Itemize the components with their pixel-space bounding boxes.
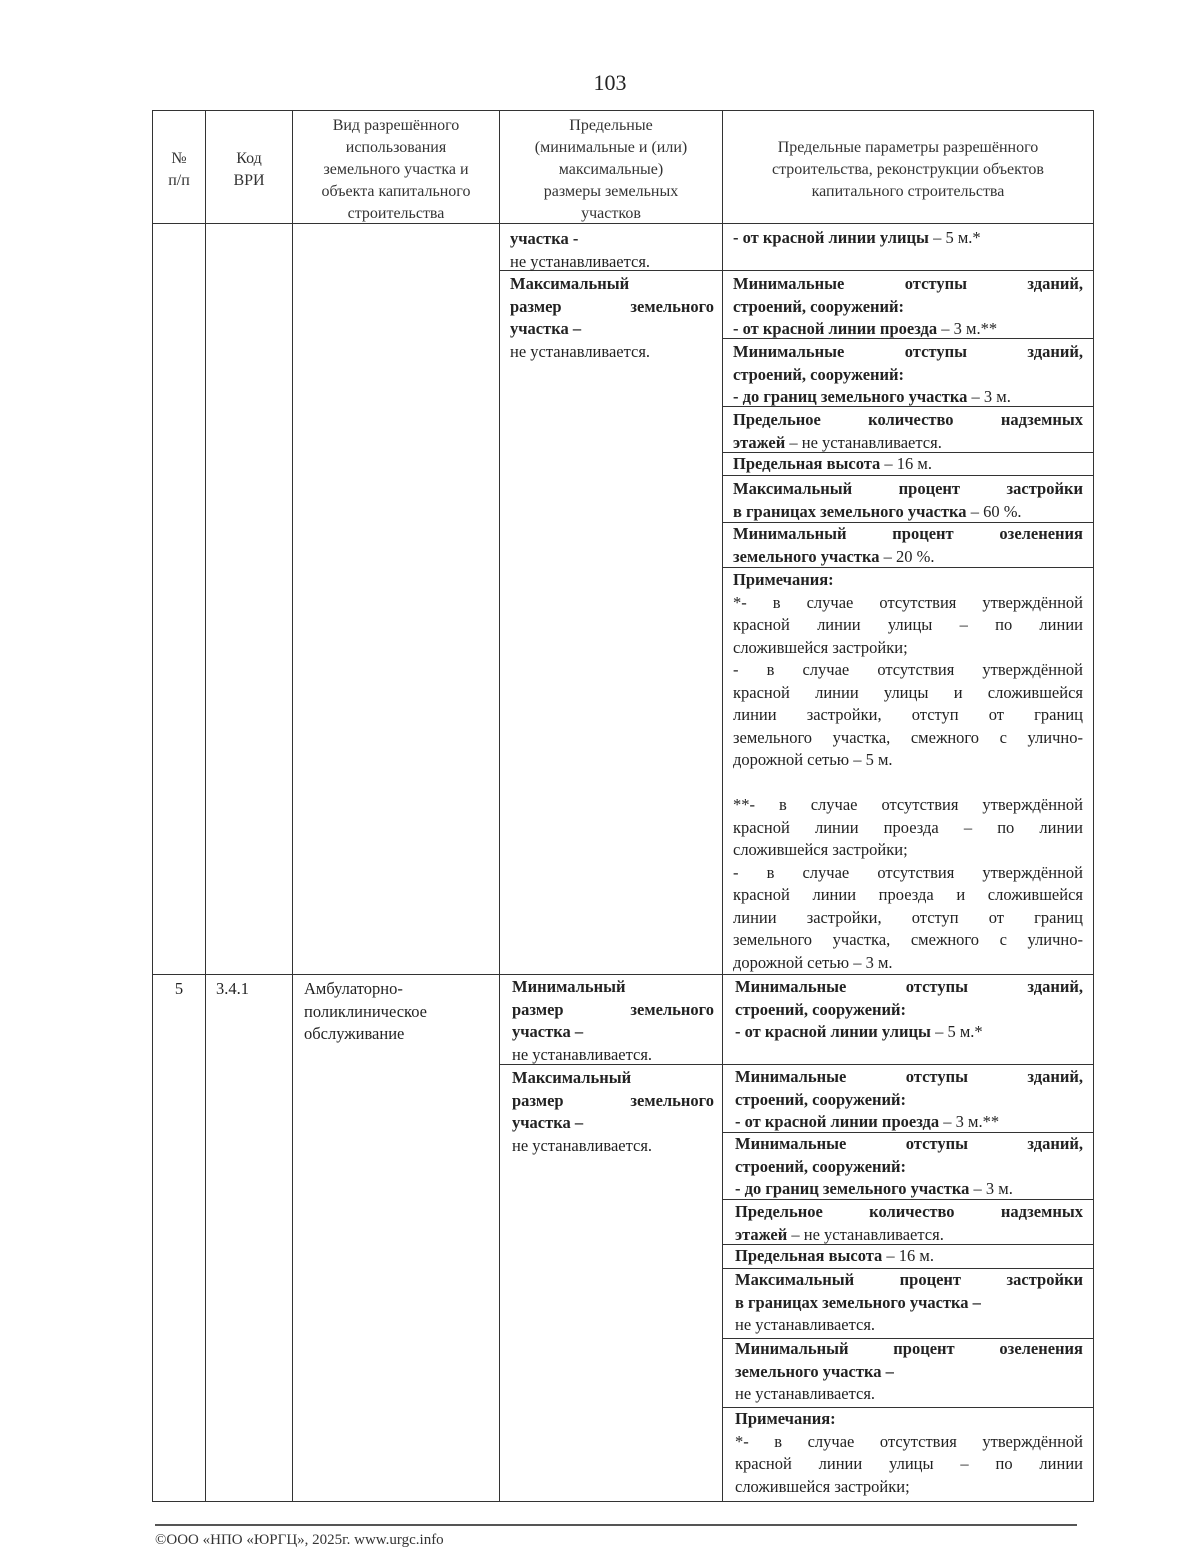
header-code: Код ВРИ <box>233 150 265 189</box>
param-setback-plot-boundary: Минимальные отступы зданий, строений, сооружений: - до границ земельного участка – 3 м. <box>733 342 1083 406</box>
row-number: 5 <box>174 979 184 998</box>
param-building-coverage: Максимальный процент застройки в границах земельного участка – не устанавливается. <box>735 1270 1083 1334</box>
param-floors: Предельное количество надземных этажей – не устанавливается. <box>735 1202 1083 1244</box>
param-setback-street: Минимальные отступы зданий, строений, сооружений: - от красной линии улицы – 5 м.* <box>735 977 1083 1041</box>
page-number: 103 <box>593 70 627 95</box>
param-height: Предельная высота – 16 м. <box>733 454 932 473</box>
header-build-params: Предельные параметры разрешённого строительства, реконструкции объектов капитального строительства <box>772 139 1044 200</box>
notes: Примечания: *- в случае отсутствия утверждённой красной линии улицы – по линии сложившейся застройки; <box>735 1409 1083 1496</box>
table-border-bottom <box>152 1501 1094 1502</box>
param-setback-street: - от красной линии улицы – 5 м.* <box>733 228 981 247</box>
param-greening: Минимальный процент озеленения земельного участка – 20 %. <box>733 524 1083 566</box>
table-border-left <box>152 110 153 1502</box>
param-setback-plot-boundary: Минимальные отступы зданий, строений, сооружений: - до границ земельного участка – 3 м. <box>735 1134 1083 1198</box>
plot-size-min: Минимальный размер земельного участка – не устанавливается. <box>512 977 714 1064</box>
header-num: № п/п <box>168 150 190 189</box>
plot-size-max: Максимальный размер земельного участка – не устанавливается. <box>512 1068 714 1155</box>
plot-size-min-continuation: участка - не устанавливается. <box>510 229 651 271</box>
cell-divider <box>722 1064 1094 1065</box>
param-height: Предельная высота – 16 м. <box>735 1246 934 1265</box>
param-floors: Предельное количество надземных этажей – не устанавливается. <box>733 410 1083 452</box>
column-divider <box>499 110 500 1502</box>
header-plot-sizes: Предельные (минимальные и (или) максимальные) размеры земельных участков <box>534 117 688 222</box>
column-divider <box>205 110 206 1502</box>
column-divider <box>292 110 293 1502</box>
zoning-table <box>152 110 1094 1502</box>
row-divider <box>152 974 1094 975</box>
column-divider <box>722 110 723 1502</box>
notes: Примечания: *- в случае отсутствия утверждённой красной линии улицы – по линии сложившейся застройки; - в случае отсутствия утверждённой красной линии улицы и сложившейся линии застройки, отступ от границ земельного участка, смежного с улично- дорожной сетью – 5 м. **- в случае отсутствия утверждённой красной линии проезда – по линии сложившейся застройки; - в случае отсутствия утверждённой красной линии проезда и сложившейся линии застройки, отступ от границ земельного участка, смежного с улично- дорожной сетью – 3 м. <box>733 570 1083 972</box>
table-border-top <box>152 110 1094 111</box>
param-greening: Минимальный процент озеленения земельного участка – не устанавливается. <box>735 1339 1083 1403</box>
footer-copyright: ©ООО «НПО «ЮРГЦ», 2025г. www.urgc.info <box>155 1532 444 1548</box>
vri-code: 3.4.1 <box>216 979 249 998</box>
cell-divider <box>722 270 1094 271</box>
param-building-coverage: Максимальный процент застройки в границах земельного участка – 60 %. <box>733 479 1083 521</box>
table-border-right <box>1093 110 1094 1502</box>
use-type-name: Амбулаторно- поликлиническое обслуживание <box>304 979 427 1043</box>
plot-size-max: Максимальный размер земельного участка – не устанавливается. <box>510 274 714 361</box>
param-setback-driveway: Минимальные отступы зданий, строений, сооружений: - от красной линии проезда – 3 м.** <box>733 274 1083 338</box>
header-use-type: Вид разрешённого использования земельного участка и объекта капитального строительства <box>321 117 471 222</box>
param-setback-driveway: Минимальные отступы зданий, строений, сооружений: - от красной линии проезда – 3 м.** <box>735 1067 1083 1131</box>
footer-divider <box>155 1524 1077 1526</box>
